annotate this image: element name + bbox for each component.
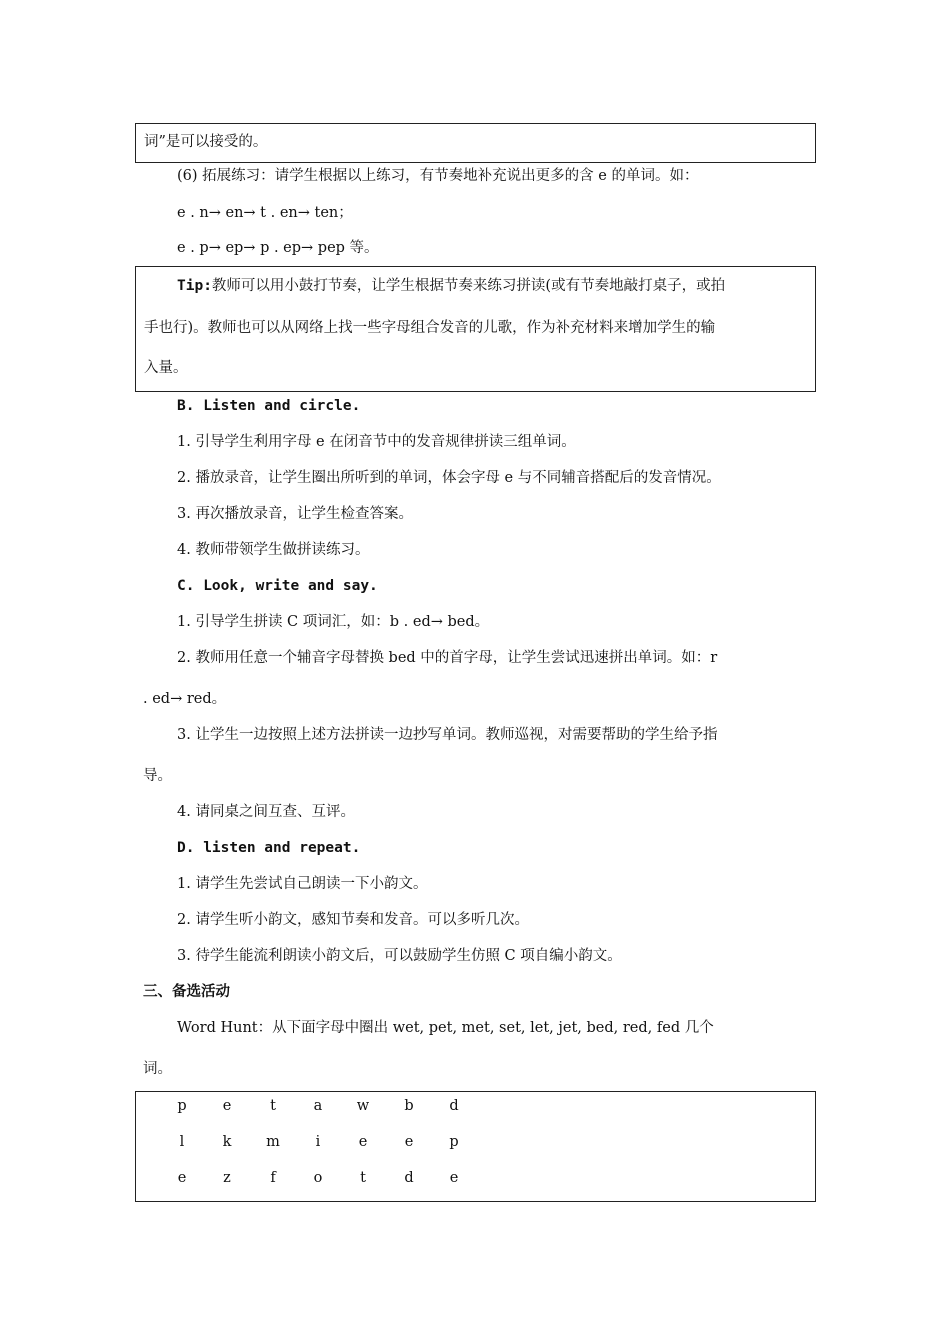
- letter-cell: e: [404, 1134, 414, 1150]
- letter-cell: o: [313, 1170, 323, 1186]
- word-hunt-line-2: 词。: [143, 1061, 172, 1077]
- section-b-item-4: 4. 教师带领学生做拼读练习。: [177, 542, 370, 558]
- section-c-item-2-line-1: 2. 教师用任意一个辅音字母替换 bed 中的首字母，让学生尝试迅速拼出单词。如：r: [177, 650, 718, 666]
- section-c-item-3-line-2: 导。: [143, 768, 172, 784]
- tip-line-2: 手也行)。教师也可以从网络上找一些字母组合发音的儿歌，作为补充材料来增加学生的输: [144, 320, 716, 336]
- letter-cell: b: [404, 1098, 414, 1114]
- letter-cell: w: [356, 1098, 370, 1114]
- tip-line-3: 入量。: [144, 360, 188, 376]
- tip-line-1: [177, 276, 725, 296]
- tip-box: [135, 266, 816, 392]
- letter-cell: e: [358, 1134, 368, 1150]
- section-b-item-1: 1. 引导学生利用字母 e 在闭音节中的发音规律拼读三组单词。: [177, 434, 576, 450]
- section-d-item-1: 1. 请学生先尝试自己朗读一下小韵文。: [177, 876, 428, 892]
- letter-cell: z: [223, 1170, 231, 1186]
- letter-cell: d: [449, 1098, 459, 1114]
- note-box-text: 词”是可以接受的。: [144, 134, 268, 150]
- letter-cell: l: [179, 1134, 185, 1150]
- letter-cell: k: [222, 1134, 232, 1150]
- letter-cell: t: [360, 1170, 366, 1186]
- extension-line-3: e . p→ ep→ p . ep→ pep 等。: [177, 240, 379, 256]
- letter-cell: t: [270, 1098, 276, 1114]
- section-3-heading: 三、备选活动: [143, 984, 230, 1000]
- letter-cell: e: [449, 1170, 459, 1186]
- letter-cell: p: [177, 1098, 187, 1114]
- section-b-item-3: 3. 再次播放录音，让学生检查答案。: [177, 506, 413, 522]
- letter-grid-row-1: [136, 1096, 815, 1116]
- word-hunt-line-1: Word Hunt：从下面字母中圈出 wet, pet, met, set, let, jet, bed, red, fed 几个: [177, 1020, 714, 1036]
- letter-cell: d: [404, 1170, 414, 1186]
- tip-text-1: 教师可以用小鼓打节奏，让学生根据节奏来练习拼读(或有节奏地敲打桌子，或拍: [211, 278, 726, 294]
- letter-cell: p: [449, 1134, 459, 1150]
- section-d-item-3: 3. 待学生能流利朗读小韵文后，可以鼓励学生仿照 C 项自编小韵文。: [177, 948, 622, 964]
- letter-cell: e: [177, 1170, 187, 1186]
- letter-cell: m: [266, 1134, 280, 1150]
- section-c-heading: C. Look, write and say.: [177, 578, 378, 594]
- section-c-item-3-line-1: 3. 让学生一边按照上述方法拼读一边抄写单词。教师巡视，对需要帮助的学生给予指: [177, 727, 718, 743]
- section-d-item-2: 2. 请学生听小韵文，感知节奏和发音。可以多听几次。: [177, 912, 529, 928]
- letter-grid-row-2: [136, 1132, 815, 1152]
- letter-grid-box: [135, 1091, 816, 1202]
- section-b-heading: B. Listen and circle.: [177, 398, 361, 414]
- section-c-item-4: 4. 请同桌之间互查、互评。: [177, 804, 355, 820]
- extension-line-1: (6) 拓展练习：请学生根据以上练习，有节奏地补充说出更多的含 e 的单词。如：: [177, 168, 699, 184]
- letter-cell: f: [270, 1170, 276, 1186]
- section-c-item-2-line-2: . ed→ red。: [143, 691, 227, 707]
- extension-line-2: e . n→ en→ t . en→ ten；: [177, 205, 353, 221]
- letter-cell: e: [222, 1098, 232, 1114]
- section-b-item-2: 2. 播放录音，让学生圈出所听到的单词，体会字母 e 与不同辅音搭配后的发音情况。: [177, 470, 721, 486]
- letter-grid-row-3: [136, 1168, 815, 1188]
- section-d-heading: D. listen and repeat.: [177, 840, 361, 856]
- letter-cell: a: [313, 1098, 323, 1114]
- note-box-top: [135, 123, 816, 163]
- section-c-item-1: 1. 引导学生拼读 C 项词汇，如：b . ed→ bed。: [177, 614, 490, 630]
- letter-cell: i: [315, 1134, 321, 1150]
- tip-label: Tip:: [177, 278, 212, 294]
